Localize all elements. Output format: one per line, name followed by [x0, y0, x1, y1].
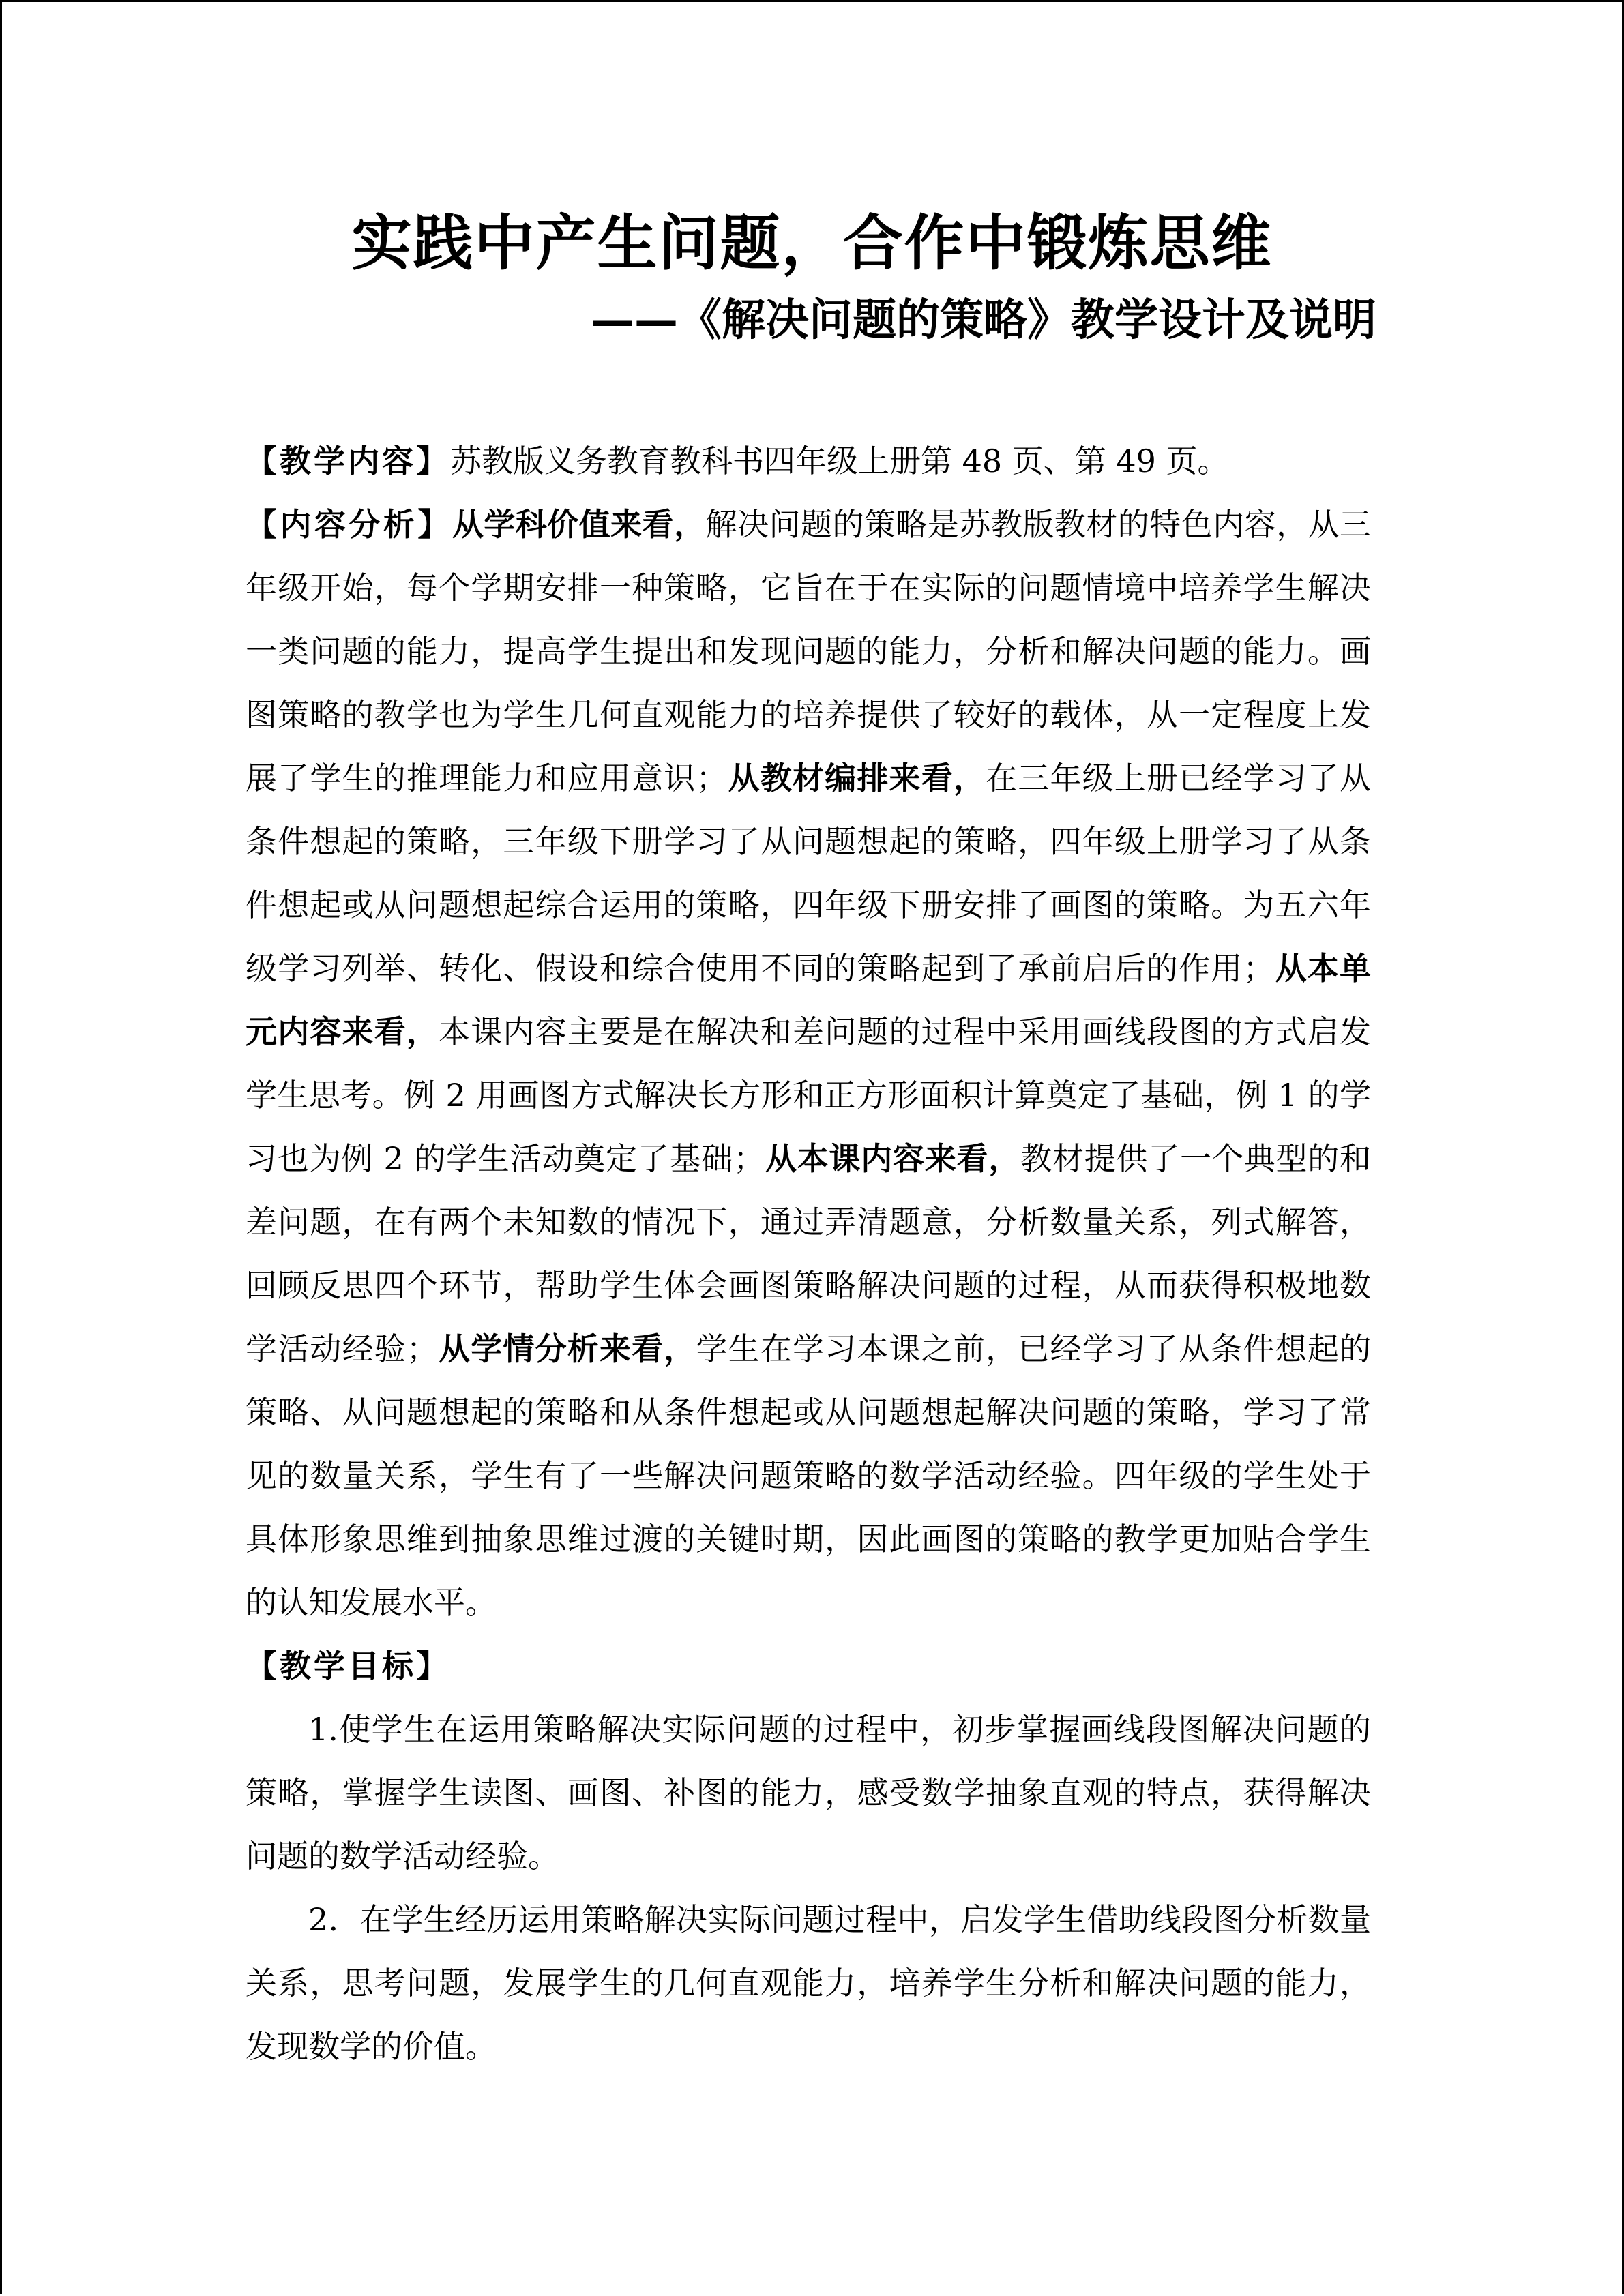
analysis-text-textbook-arrangement: 在三年级上册已经学习了从条件想起的策略，三年级下册学习了从问题想起的策略，四年级上册学习了从条件想起或从问题想起综合运用的策略，四年级下册安排了画图的策略。为五六年级学习列举、转化、假设和综合使用不同的策略起到了承前启后的作用； — [246, 760, 1372, 987]
teaching-goal-item: 1.使学生在运用策略解决实际问题的过程中，初步掌握画线段图解决问题的策略，掌握学生读图、画图、补图的能力，感受数学抽象直观的特点，获得解决问题的数学活动经验。 — [246, 1711, 1371, 1875]
analysis-heading-lesson-content: 从本课内容来看， — [765, 1140, 1021, 1177]
teaching-content-paragraph — [246, 430, 1371, 493]
analysis-heading-student-situation: 从学情分析来看， — [437, 1330, 696, 1367]
document-body — [246, 430, 1371, 2078]
teaching-goal-item: 2．在学生经历运用策略解决实际问题过程中，启发学生借助线段图分析数量关系，思考问题，发展学生的几何直观能力，培养学生分析和解决问题的能力，发现数学的价值。 — [246, 1901, 1371, 2065]
teaching-goals-label: 【教学目标】 — [246, 1648, 450, 1684]
teaching-goals-heading — [246, 1635, 1371, 1698]
analysis-heading-unit-content: 从本单元内容来看， — [246, 950, 1372, 1050]
analysis-text-subject-value: 解决问题的策略是苏教版教材的特色内容，从三年级开始，每个学期安排一种策略，它旨在于在实际的问题情境中培养学生解决一类问题的能力，提高学生提出和发现问题的能力，分析和解决问题的能力。画图策略的教学也为学生几何直观能力的培养提供了较好的载体，从一定程度上发展了学生的推理能力和应用意识； — [246, 506, 1372, 796]
analysis-heading-subject-value: 从学科价值来看， — [452, 506, 706, 543]
document-title: 实践中产生问题，合作中锻炼思维 — [351, 207, 1273, 278]
teaching-content-text: 苏教版义务教育教科书四年级上册第 48 页、第 49 页。 — [450, 443, 1229, 479]
analysis-heading-textbook-arrangement: 从教材编排来看， — [727, 760, 986, 796]
content-analysis-paragraph — [246, 493, 1371, 1635]
analysis-text-lesson-content: 教材提供了一个典型的和差问题，在有两个未知数的情况下，通过弄清题意，分析数量关系，列式解答，回顾反思四个环节，帮助学生体会画图策略解决问题的过程，从而获得积极地数学活动经验； — [246, 1140, 1372, 1367]
teaching-content-label: 【教学内容】 — [246, 443, 450, 479]
document-subtitle: ——《解决问题的策略》教学设计及说明 — [591, 295, 1376, 346]
content-analysis-label: 【内容分析】 — [246, 506, 452, 543]
analysis-text-unit-content: 本课内容主要是在解决和差问题的过程中采用画线段图的方式启发学生思考。例 2 用画图方式解决长方形和正方形面积计算奠定了基础，例 1 的学习也为例 2 的学生活动奠定了基础； — [246, 1013, 1372, 1177]
analysis-text-student-situation: 学生在学习本课之前，已经学习了从条件想起的策略、从问题想起的策略和从条件想起或从问题想起解决问题的策略，学习了常见的数量关系，学生有了一些解决问题策略的数学活动经验。四年级的学生处于具体形象思维到抽象思维过渡的关键时期，因此画图的策略的教学更加贴合学生的认知发展水平。 — [246, 1330, 1372, 1621]
